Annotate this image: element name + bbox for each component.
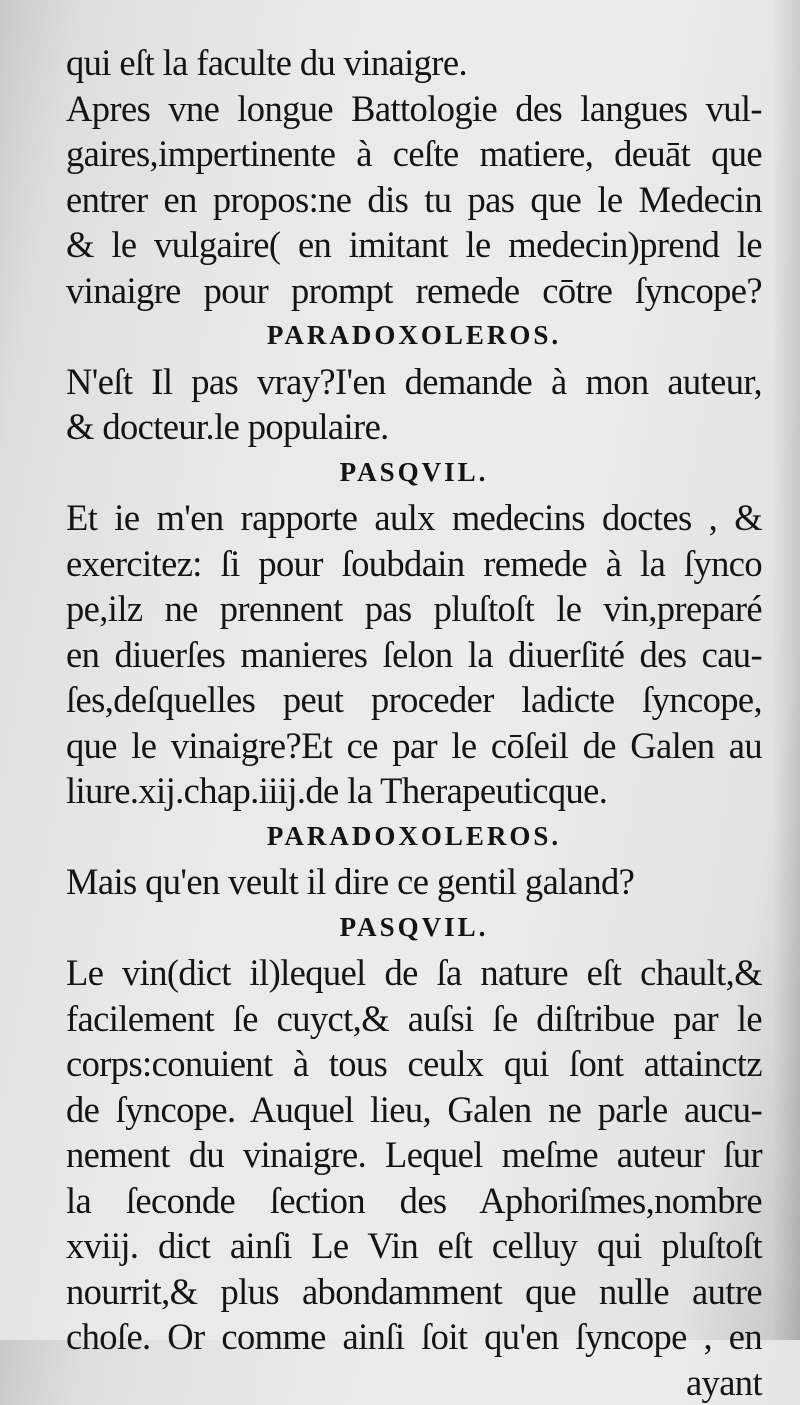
text-line: de ſyncope. Auquel lieu, Galen ne parle aucu- bbox=[66, 1087, 762, 1133]
text-line: nement du vinaigre. Lequel meſme auteur ſur bbox=[66, 1132, 762, 1178]
text-line: gaires,impertinente à ceſte matiere, deuāt que bbox=[66, 131, 762, 177]
speaker-heading: PARADOXOLEROS. bbox=[66, 814, 762, 860]
speaker-heading: PASQVIL. bbox=[66, 450, 762, 496]
text-line: Et ie m'en rapporte aulx medecins doctes , & bbox=[66, 495, 762, 541]
text-line: xviij. dict ainſi Le Vin eſt celluy qui pluſtoſt bbox=[66, 1223, 762, 1269]
text-line: Le vin(dict il)lequel de ſa nature eſt chault,& bbox=[66, 950, 762, 996]
text-line: Apres vne longue Battologie des langues vul- bbox=[66, 86, 762, 132]
text-line: entrer en propos:ne dis tu pas que le Medecin bbox=[66, 177, 762, 223]
text-line: & le vulgaire( en imitant le medecin)prend le bbox=[66, 222, 762, 268]
speaker-heading: PARADOXOLEROS. bbox=[66, 313, 762, 359]
text-line: nourrit,& plus abondamment que nulle autre bbox=[66, 1269, 762, 1315]
text-line: ſes,deſquelles peut proceder ladicte ſyncope, bbox=[66, 677, 762, 723]
text-line: Mais qu'en veult il dire ce gentil galand? bbox=[66, 859, 762, 905]
text-line: corps:conuient à tous ceulx qui ſont attainctz bbox=[66, 1041, 762, 1087]
text-line: vinaigre pour prompt remede cōtre ſyncope? bbox=[66, 268, 762, 314]
text-line: que le vinaigre?Et ce par le cōſeil de Galen au bbox=[66, 723, 762, 769]
text-line: facilement ſe cuyct,& auſsi ſe diſtribue par le bbox=[66, 996, 762, 1042]
text-line: & docteur.le populaire. bbox=[66, 404, 762, 450]
speaker-heading: PASQVIL. bbox=[66, 905, 762, 951]
book-page bbox=[66, 40, 762, 1405]
text-line: exercitez: ſi pour ſoubdain remede à la ſynco bbox=[66, 541, 762, 587]
text-line: N'eſt Il pas vray?I'en demande à mon auteur, bbox=[66, 359, 762, 405]
text-line: en diuerſes manieres ſelon la diuerſité des cau- bbox=[66, 632, 762, 678]
text-line: liure.xij.chap.iiij.de la Therapeuticque. bbox=[66, 768, 762, 814]
text-line: la ſeconde ſection des Aphoriſmes,nombre bbox=[66, 1178, 762, 1224]
page-edge-shadow bbox=[772, 0, 800, 1340]
catchword: ayant bbox=[66, 1360, 762, 1405]
text-line: qui eſt la faculte du vinaigre. bbox=[66, 40, 762, 86]
text-line: choſe. Or comme ainſi ſoit qu'en ſyncope , en bbox=[66, 1314, 762, 1360]
text-line: pe,ilz ne prennent pas pluſtoſt le vin,preparé bbox=[66, 586, 762, 632]
